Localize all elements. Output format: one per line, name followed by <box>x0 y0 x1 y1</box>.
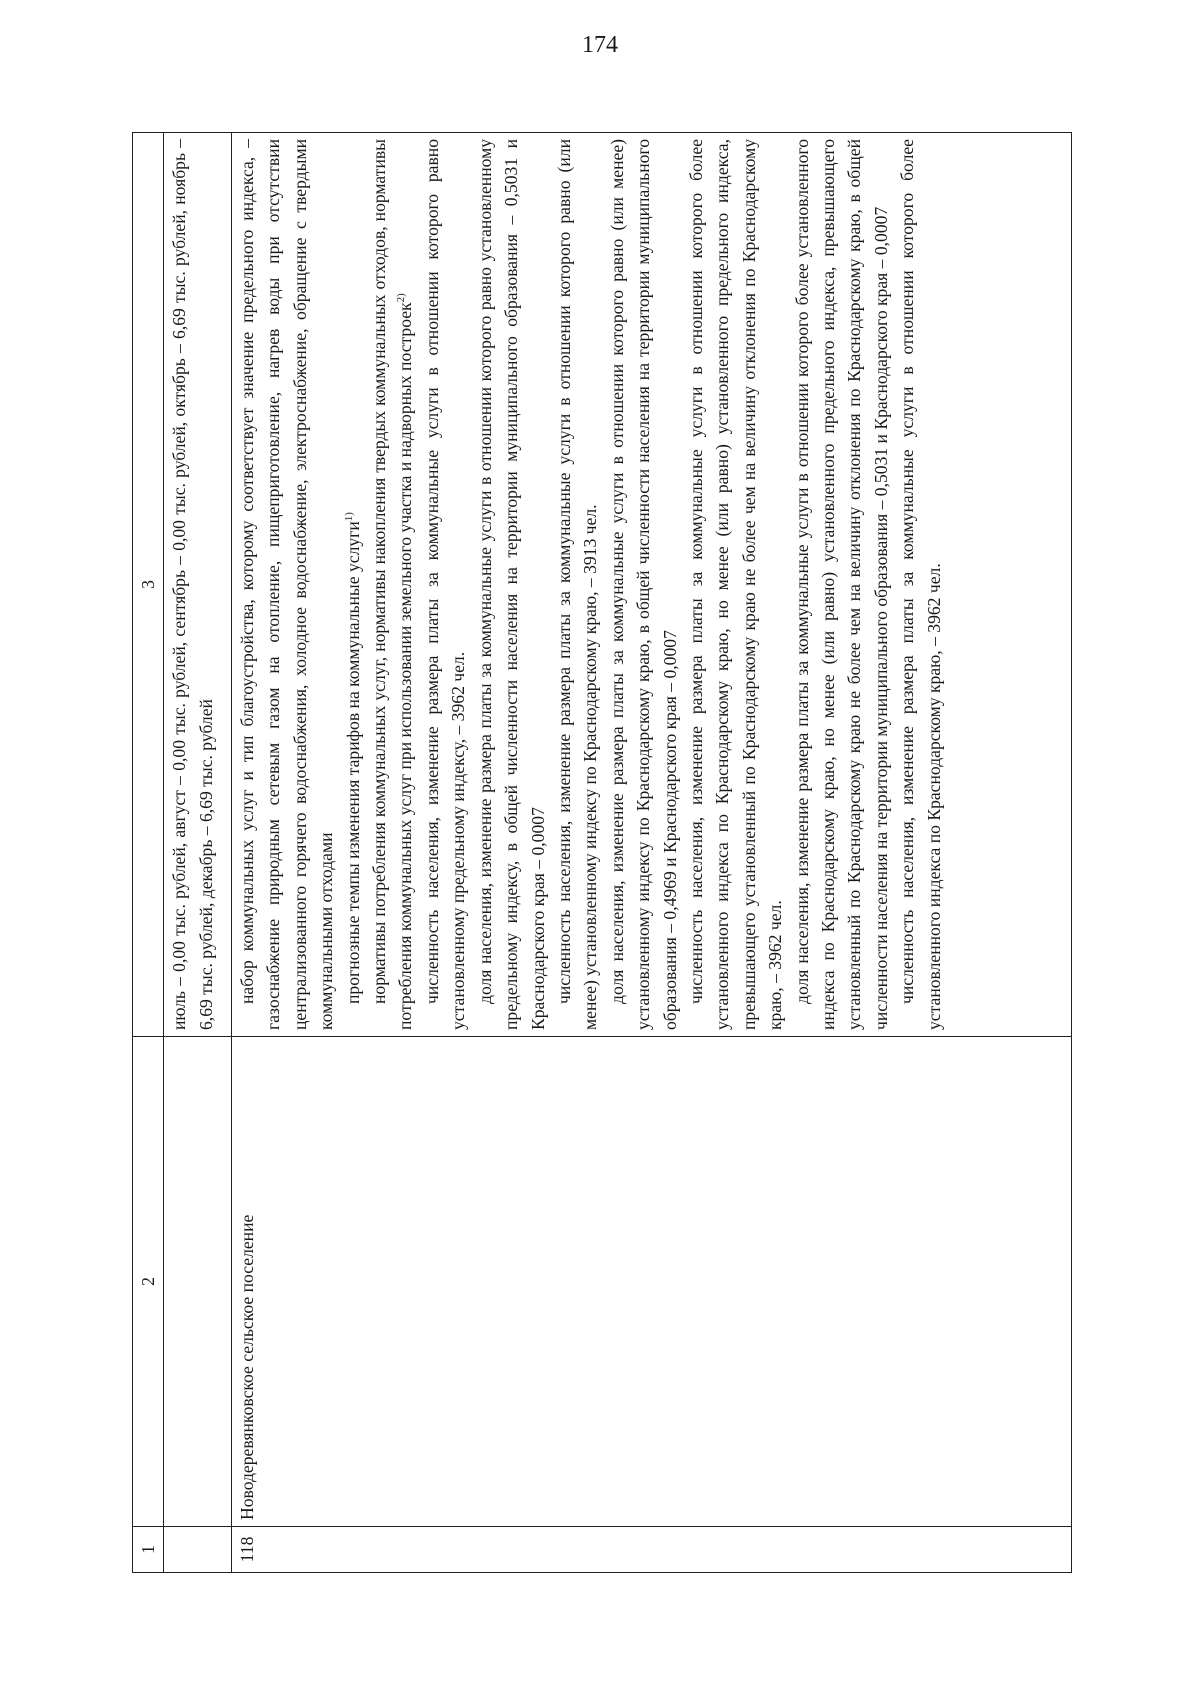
paragraph: доля населения, изменение размера платы за коммунальные услуги в отношении которого более установленного индекса по Краснодарскому краю, но менее (или равно) установленного предельного индекса, превышающего установленный по Краснодарскому краю не более чем на величину отклонения по Краснодарскому краю, в общей численности населения на территории муниципального образования – 0,5031 и Краснодарского края – 0,0007 <box>791 139 891 1030</box>
paragraph: численность населения, изменение размера платы за коммунальные услуги в отношении которого равно (или менее) установленному индексу по Краснодарскому краю, – 3913 чел. <box>553 139 601 1030</box>
paragraph: численность населения, изменение размера платы за коммунальные услуги в отношении которого более установленного индекса по Краснодарскому краю, но менее (или равно) установленного предельного индекса, превышающего установленный по Краснодарскому краю не более чем на величину отклонения по Краснодарскому краю, – 3962 чел. <box>685 139 786 1030</box>
paragraph: численность населения, изменение размера платы за коммунальные услуги в отношении которого равно установленному предельному индексу, – 3962 чел. <box>421 139 469 1030</box>
row-description <box>232 133 1072 1037</box>
continuation-row <box>164 133 232 1573</box>
table-row <box>232 133 1072 1573</box>
continuation-cell-1 <box>164 1527 232 1573</box>
continuation-cell-2 <box>164 1037 232 1527</box>
header-col-3: 3 <box>133 133 164 1037</box>
header-col-1: 1 <box>133 1527 164 1573</box>
footnote-ref: 1) <box>342 512 355 522</box>
row-name: Новодеревянковское сельское поселение <box>232 1037 1072 1527</box>
row-number: 118 <box>232 1527 1072 1573</box>
paragraph: прогнозные темпы изменения тарифов на коммунальные услуги$^{1)}$ <box>342 512 363 1004</box>
page-number: 174 <box>582 32 618 58</box>
paragraph: численность населения, изменение размера платы за коммунальные услуги в отношении которого более установленного индекса по Краснодарскому краю, – 3962 чел. <box>897 139 944 1030</box>
continuation-text: июль – 0,00 тыс. рублей, август – 0,00 тыс. рублей, сентябрь – 0,00 тыс. рублей, октябрь – 6,69 тыс. рублей, ноябрь – 6,69 тыс. рублей, декабрь – 6,69 тыс. рублей <box>164 133 232 1037</box>
header-row <box>133 133 164 1573</box>
footnote-ref: 2) <box>395 293 408 303</box>
paragraph: нормативы потребления коммунальных услуг, нормативы накопления твердых коммунальных отходов, нормативы потребления коммунальных услуг при использовании земельного участка и надворных построек$^{2)}$ <box>369 139 416 1030</box>
data-table <box>132 132 1072 1573</box>
paragraph: доля населения, изменение размера платы за коммунальные услуги в отношении которого равно установленному предельному индексу, в общей численности населения на территории муниципального образования – 0,5031 и Краснодарского края – 0,0007 <box>474 139 548 1030</box>
rotated-table-container <box>132 133 1072 1573</box>
paragraph: доля населения, изменение размера платы за коммунальные услуги в отношении которого равно (или менее) установленному индексу по Краснодарскому краю, в общей численности населения на территории муниципального образования – 0,4969 и Краснодарского края – 0,0007 <box>606 139 680 1030</box>
header-col-2: 2 <box>133 1037 164 1527</box>
paragraph: набор коммунальных услуг и тип благоустройства, которому соответствует значение предельного индекса, – газоснабжение природным сетевым газом на отопление, пищеприготовление, нагрев воды при отсутствии централизованного горячего водоснабжения, холодное водоснабжение, электроснабжение, обращение с твердыми коммунальными отходами <box>237 139 337 1030</box>
